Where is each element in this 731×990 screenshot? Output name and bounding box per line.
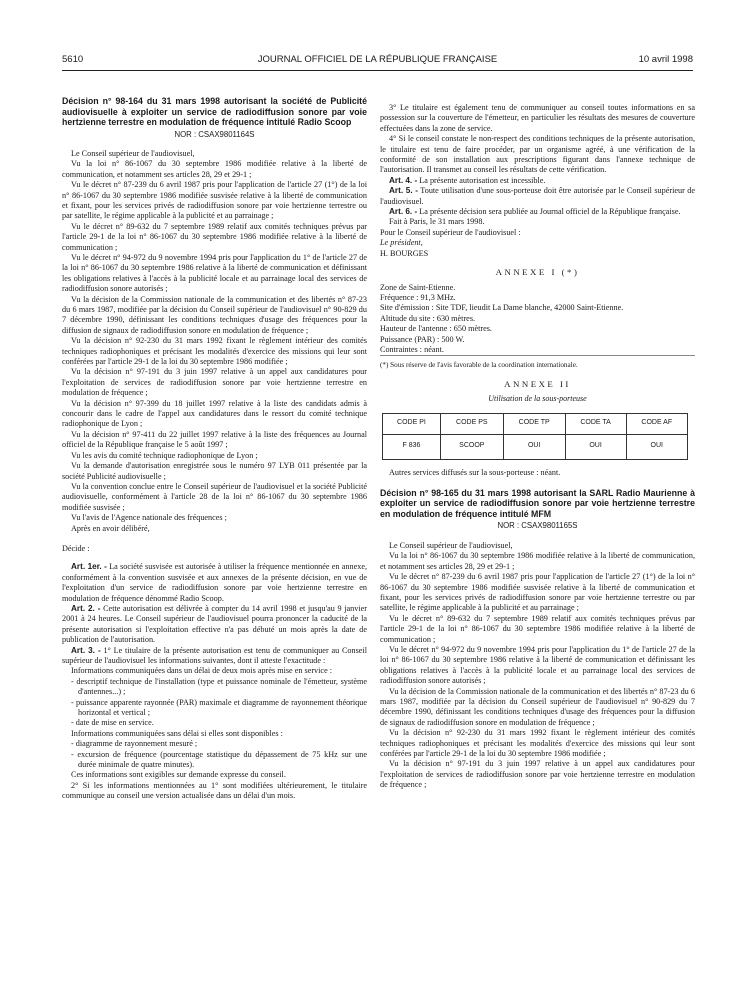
recital-paragraph: Vu l'avis de l'Agence nationale des fréquences ;: [71, 513, 227, 523]
recitals-2: [380, 541, 695, 791]
article-6-text: La présente décision sera publiée au Journal officiel de la République française.: [417, 207, 681, 217]
page-header: [62, 54, 693, 71]
recital-paragraph: Vu le décret n° 89-632 du 7 septembre 1989 relatif aux comités techniques prévus par l'article 29-1 de la loi n° 86-1067 du 30 septembre 1986 modifiée relative à la liberté de communication ;: [380, 613, 695, 644]
article-1-label: Art. 1er. -: [71, 562, 107, 572]
recital-paragraph: Vu le décret n° 94-972 du 9 novembre 1994 pris pour l'application du 1° de l'article 27 de la loi n° 86-1067 du 30 septembre 1986 relative à la liberté de communication et définissant les obligations relatives à l'accès à la publicité locale et au parrainage local des services de radiodiffusion sonore autorisés ;: [380, 644, 695, 686]
recital-paragraph: Vu le décret n° 94-972 du 9 novembre 1994 pris pour l'application du 1° de l'article 27 de la loi n° 86-1067 du 30 septembre 1986 relative à la liberté de communication et définissant les obligations relatives à l'accès à la publicité locale et au parrainage local des services de radiodiffusion sonore autorisés ;: [62, 252, 367, 294]
table-cell: OUI: [565, 434, 626, 459]
article-4: [380, 176, 695, 186]
footnote: (*) Sous réserve de l'avis favorable de la coordination internationale.: [380, 355, 695, 370]
recital-paragraph: Vu les avis du comité technique radiophonique de Lyon ;: [71, 450, 258, 460]
table-header-cell: CODE PI: [383, 413, 441, 434]
article-5: [380, 186, 695, 207]
table-cell: SCOOP: [440, 434, 503, 459]
signature-line-2: Le président,: [380, 238, 423, 248]
annexe-line: Puissance (PAR) : 500 W.: [380, 334, 465, 344]
recital-paragraph: Le Conseil supérieur de l'audiovisuel,: [389, 540, 513, 550]
table-row: [383, 434, 688, 459]
annexe-1-title: ANNEXE I (*): [495, 267, 580, 278]
nor-reference-2: NOR : CSAX9801165S: [497, 521, 578, 531]
article-2-text: Cette autorisation est délivrée à compter du 14 avril 1998 et jusqu'au 9 janvier 2001 à 24 heures. Le Conseil supérieur de l'audiovisuel pourra prononcer la caducité de la présente autorisation si l'exploitation effective n'a pas débuté un mois après la date de publication de l'autorisation.: [62, 603, 367, 645]
left-column: [62, 96, 367, 802]
annexe-2-title: ANNEXE II: [504, 378, 571, 389]
article-3-text: 1° Le titulaire de la présente autorisation est tenu de communiquer au Conseil supérieur de l'audiovisuel les informations suivantes, dont il atteste l'exactitude :: [62, 645, 367, 665]
decide-heading: Décide :: [62, 543, 90, 553]
info-list-item: - descriptif technique de l'installation (type et puissance nominale de l'émetteur, système d'antennes...) ;: [71, 676, 367, 697]
recital-paragraph: Vu la décision n° 97-191 du 3 juin 1997 relative à un appel aux candidatures pour l'exploitation de services de radiodiffusion sonore par voie hertzienne terrestre en modulation de fréquence ;: [380, 759, 695, 790]
article-1: [62, 562, 367, 604]
article-5-text: Toute utilisation d'une sous-porteuse doit être autorisée par le Conseil supérieur de l'audiovisuel.: [380, 186, 695, 206]
recital-paragraph: Vu la loi n° 86-1067 du 30 septembre 1986 modifiée relative à la liberté de communication, et notamment ses articles 28, 29 et 29-1 ;: [62, 159, 367, 179]
article-4-text: La présente autorisation est incessible.: [417, 175, 546, 185]
table-header-cell: CODE PS: [440, 413, 503, 434]
article-4-label: Art. 4. -: [389, 175, 418, 185]
annexe-line: Fréquence : 91,3 MHz.: [380, 292, 456, 302]
info-list-1: [62, 677, 367, 729]
article-6-label: Art. 6. -: [389, 207, 418, 217]
annexe-1-details: [380, 283, 695, 356]
info-delay: Informations communiquées dans un délai de deux mois après mise en service :: [71, 666, 333, 676]
info-last: Ces informations sont exigibles sur demande expresse du conseil.: [71, 770, 286, 780]
article-2-label: Art. 2. -: [71, 603, 101, 613]
annexe-line: Contraintes : néant.: [380, 344, 444, 354]
info-list-item: - excursion de fréquence (pourcentage statistique du dépassement de 75 kHz sur une durée minimale de quatre minutes).: [71, 749, 367, 770]
recital-paragraph: Vu la loi n° 86-1067 du 30 septembre 1986 modifiée relative à la liberté de communication, et notamment ses articles 28, 29 et 29-1 ;: [380, 551, 695, 571]
signature-name: H. BOURGES: [380, 248, 429, 258]
decision-title: Décision n° 98-164 du 31 mars 1998 autorisant la société de Publicité audiovisuelle à exploiter un service de radiodiffusion sonore par voie hertzienne terrestre en modulation de fréquence intitulé Radio Scoop: [62, 96, 367, 127]
paragraph-4: 4° Si le conseil constate le non-respect des conditions techniques de la présente autorisation, le titulaire est tenu de faire procéder, par un organisme agréé, à une vérification de la conformité de son installation aux prescriptions figurant dans l'annexe technique de l'autorisation. Il transmet au conseil les résultats de cette vérification.: [380, 134, 695, 175]
recital-paragraph: Vu la décision n° 92-230 du 31 mars 1992 fixant le règlement intérieur des comités techniques radiophoniques et précisant les modalités d'exercice des missions qui leur sont conférées par l'article 29-1 de la loi du 30 septembre 1986 modifiée ;: [62, 336, 367, 367]
paragraph-2: 2° Si les informations mentionnées au 1° sont modifiées ultérieurement, le titulaire communique au conseil une version actualisée dans un délai d'un mois.: [62, 780, 367, 801]
signature-line-1: Pour le Conseil supérieur de l'audiovisuel :: [380, 227, 521, 237]
recital-paragraph: Vu la demande d'autorisation enregistrée sous le numéro 97 LYB 011 présentée par la société Publicité audiovisuelle ;: [62, 461, 367, 481]
recital-paragraph: Vu le décret n° 87-239 du 6 avril 1987 pris pour l'application de l'article 27 (1°) de la loi n° 86-1067 du 30 septembre 1986 modifiée susvisée relative à la liberté de communication et fixant, pour les services privés de radiodiffusion sonore par voie hertzienne terrestre ou par satellite, le régime applicable à la publicité et au parrainage ;: [62, 180, 367, 221]
article-6: [380, 207, 695, 217]
paragraph-3: 3° Le titulaire est également tenu de communiquer au conseil toutes informations en sa possession sur la couverture de l'émetteur, en particulier les résultats des mesures de couverture effectuées dans la zone de service.: [380, 103, 695, 133]
article-3: [62, 646, 367, 667]
right-column: [380, 103, 695, 791]
table-cell: OUI: [626, 434, 687, 459]
info-list-2: [62, 739, 367, 770]
issue-date: 10 avril 1998: [638, 54, 693, 65]
recital-paragraph: Le Conseil supérieur de l'audiovisuel,: [71, 148, 195, 158]
place-date: Fait à Paris, le 31 mars 1998.: [389, 217, 485, 227]
info-list-item: - diagramme de rayonnement mesuré ;: [71, 739, 198, 749]
info-available: Informations communiquées sans délai si elles sont disponibles :: [71, 728, 283, 738]
nor-reference: NOR : CSAX9801164S: [174, 129, 255, 139]
table-cell: F 836: [383, 434, 441, 459]
recital-paragraph: Vu la convention conclue entre le Conseil supérieur de l'audiovisuel et la société Publicité audiovisuelle, conformément à l'article 28 de la loi n° 86-1067 du 30 septembre 1986 modifiée susvisée ;: [62, 481, 367, 512]
table-header-cell: CODE TA: [565, 413, 626, 434]
annexe-line: Zone de Saint-Etienne.: [380, 282, 456, 292]
subcarrier-table: [382, 413, 688, 460]
annexe-line: Altitude du site : 630 mètres.: [380, 313, 476, 323]
article-5-label: Art. 5. -: [389, 186, 418, 196]
article-3-label: Art. 3. -: [71, 645, 101, 655]
other-services: Autres services diffusés sur la sous-porteuse : néant.: [389, 467, 561, 477]
recital-paragraph: Vu la décision de la Commission nationale de la communication et des libertés n° 87-23 du 6 mars 1987, modifiée par la décision du Conseil supérieur de l'audiovisuel n° 90-829 du 7 décembre 1990, définissant les conditions techniques d'usage des fréquences pour la diffusion de signaux de radiodiffusion sonore en modulation de fréquence ;: [380, 686, 695, 727]
recital-paragraph: Vu la décision n° 97-191 du 3 juin 1997 relative à un appel aux candidatures pour l'exploitation de services de radiodiffusion sonore par voie hertzienne terrestre en modulation de fréquence ;: [62, 367, 367, 398]
annexe-line: Hauteur de l'antenne : 650 mètres.: [380, 324, 492, 334]
recital-paragraph: Vu la décision n° 92-230 du 31 mars 1992 fixant le règlement intérieur des comités techniques radiophoniques et précisant les modalités d'exercice des missions qui leur sont conférées par l'article 29-1 de la loi du 30 septembre 1986 modifiée ;: [380, 728, 695, 758]
info-list-item: - puissance apparente rayonnée (PAR) maximale et diagramme de rayonnement théorique horizontal et vertical ;: [71, 697, 367, 718]
article-2: [62, 604, 367, 646]
journal-title: JOURNAL OFFICIEL DE LA RÉPUBLIQUE FRANÇAISE: [257, 54, 498, 65]
recital-paragraph: Vu la décision n° 97-411 du 22 juillet 1997 relative à la liste des fréquences au Journal officiel de la République française le 5 août 1997 ;: [62, 429, 367, 450]
page-number: 5610: [62, 54, 84, 65]
annexe-line: Site d'émission : Site TDF, lieudit La Dame blanche, 42000 Saint-Etienne.: [380, 303, 624, 313]
table-header-cell: CODE TP: [503, 413, 565, 434]
info-list-item: - date de mise en service.: [71, 718, 154, 728]
recital-paragraph: Vu le décret n° 87-239 du 6 avril 1987 pris pour l'application de l'article 27 (1°) de la loi n° 86-1067 du 30 septembre 1986 modifiée susvisée relative à la liberté de communication et fixant, pour les services privés de radiodiffusion sonore par voie hertzienne terrestre ou par satellite, le régime applicable à la publicité et au parrainage ;: [380, 572, 695, 613]
recital-paragraph: Vu la décision n° 97-399 du 18 juillet 1997 relative à la liste des candidats admis à concourir dans le cadre de l'appel aux candidatures dans le ressort du comité technique radiophonique de Lyon ;: [62, 398, 367, 429]
recital-paragraph: Vu la décision de la Commission nationale de la communication et des libertés n° 87-23 du 6 mars 1987, modifiée par la décision du Conseil supérieur de l'audiovisuel n° 90-829 du 7 décembre 1990, définissant les conditions techniques d'usage des fréquences pour la diffusion de signaux de radiodiffusion sonore en modulation de fréquence ;: [62, 294, 367, 335]
annexe-2-subtitle: Utilisation de la sous-porteuse: [488, 394, 587, 404]
decision-2-title: Décision n° 98-165 du 31 mars 1998 autorisant la SARL Radio Maurienne à exploiter un service de radiodiffusion sonore par voie hertzienne terrestre en modulation de fréquence intitulé MFM: [380, 487, 695, 519]
article-1-text: La société susvisée est autorisée à utiliser la fréquence mentionnée en annexe, conformément à la convention susvisée et aux annexes de la présente décision, en vue de l'exploitation d'un service de radiodiffusion sonore par voie hertzienne terrestre en modulation de fréquence dénommé Radio Scoop.: [62, 562, 367, 603]
table-header-row: [383, 413, 688, 434]
table-cell: OUI: [503, 434, 565, 459]
recital-paragraph: Après en avoir délibéré,: [71, 523, 150, 533]
table-header-cell: CODE AF: [626, 413, 687, 434]
recitals: [62, 149, 367, 534]
recital-paragraph: Vu le décret n° 89-632 du 7 septembre 1989 relatif aux comités techniques prévus par l'article 29-1 de la loi n° 86-1067 du 30 septembre 1986 modifiée relative à la liberté de communication ;: [62, 221, 367, 252]
